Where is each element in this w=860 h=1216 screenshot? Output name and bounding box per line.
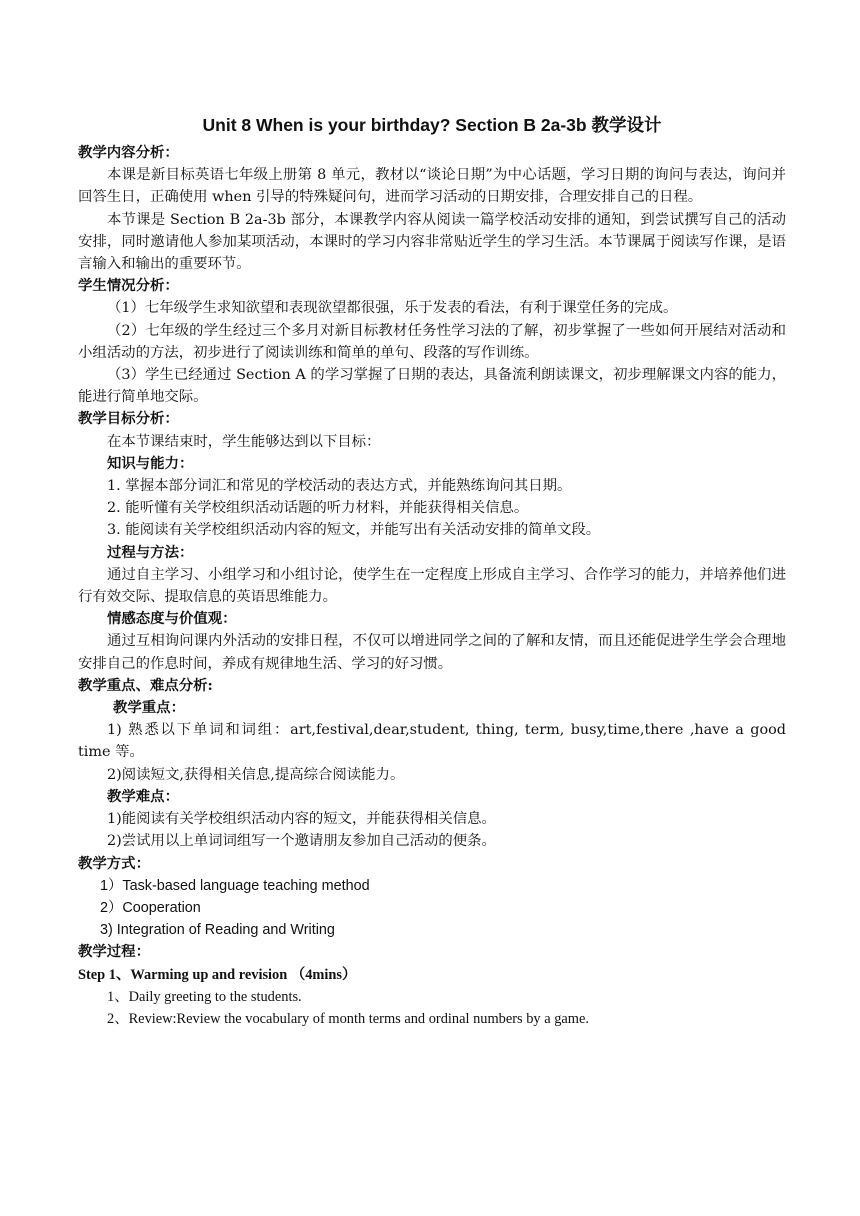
list-item: 1) 熟悉以下单词和词组：art,festival,dear,student, thing, term, busy,time,there ,have a good time 等。: [78, 722, 786, 761]
paragraph: 本课是新目标英语七年级上册第 8 单元，教材以“谈论日期”为中心话题，学习日期的询问与表达，询问并回答生日，正确使用 when 引导的特殊疑问句，进而学习活动的日期安排，合理安排自己的日程。: [78, 167, 786, 206]
document-title: Unit 8 When is your birthday? Section B 2a-3b 教学设计: [202, 115, 662, 135]
paragraph: 通过互相询问课内外活动的安排日程，不仅可以增进同学之间的了解和友情，而且还能促进学生学会合理地安排自己的作息时间，养成有规律地生活、学习的好习惯。: [78, 633, 786, 672]
section-heading-key-points: 教学重点、难点分析:: [78, 676, 213, 694]
list-item: 1、Daily greeting to the students.: [107, 988, 302, 1005]
subheading-emotion: 情感态度与价值观：: [107, 610, 237, 628]
list-item: 1)能阅读有关学校组织活动内容的短文，并能获得相关信息。: [107, 811, 496, 828]
list-item: 2)尝试用以上单词词组写一个邀请朋友参加自己活动的便条。: [107, 833, 496, 850]
list-item: 1）Task-based language teaching method: [100, 877, 370, 894]
list-item: 2. 能听懂有关学校组织活动话题的听力材料，并能获得相关信息。: [107, 500, 529, 517]
list-item: （3）学生已经通过 Section A 的学习掌握了日期的表达，具备流利朗读课文，初步理解课文内容的能力，能进行简单地交际。: [78, 367, 786, 406]
section-heading-student-analysis: 学生情况分析：: [78, 277, 179, 295]
list-item: 2）Cooperation: [100, 899, 201, 916]
subheading-focus: 教学重点：: [113, 699, 185, 717]
subheading-knowledge: 知识与能力：: [107, 454, 194, 472]
list-item: 1. 掌握本部分词汇和常见的学校活动的表达方式，并能熟练询问其日期。: [107, 478, 572, 495]
list-item: （1）七年级学生求知欲望和表现欲望都很强，乐于发表的看法，有利于课堂任务的完成。: [107, 300, 678, 317]
subheading-difficulty: 教学难点：: [107, 787, 179, 805]
document-page: [78, 112, 786, 1030]
paragraph: 通过自主学习、小组学习和小组讨论，使学生在一定程度上形成自主学习、合作学习的能力，并培养他们进行有效交际、提取信息的英语思维能力。: [78, 566, 786, 606]
subheading-process: 过程与方法：: [107, 543, 194, 561]
section-heading-methods: 教学方式：: [78, 854, 150, 872]
list-item: 3) Integration of Reading and Writing: [100, 922, 335, 939]
section-heading-process: 教学过程：: [78, 943, 150, 961]
list-item: 2)阅读短文,获得相关信息,提高综合阅读能力。: [107, 766, 405, 783]
step-heading: Step 1、Warming up and revision （4mins）: [78, 966, 357, 983]
section-heading-content-analysis: 教学内容分析：: [78, 144, 179, 161]
paragraph: 本节课是 Section B 2a-3b 部分，本课教学内容从阅读一篇学校活动安排的通知，到尝试撰写自己的活动安排，同时邀请他人参加某项活动，本课时的学习内容非常贴近学生的学习生活。本节课属于阅读写作课，是语言输入和输出的重要环节。: [78, 211, 786, 273]
paragraph: 在本节课结束时，学生能够达到以下目标：: [107, 433, 381, 450]
list-item: （2）七年级的学生经过三个多月对新目标教材任务性学习法的了解，初步掌握了一些如何开展结对活动和小组活动的方法，初步进行了阅读训练和简单的单句、段落的写作训练。: [78, 322, 786, 361]
list-item: 2、Review:Review the vocabulary of month terms and ordinal numbers by a game.: [107, 1010, 589, 1027]
list-item: 3. 能阅读有关学校组织活动内容的短文，并能写出有关活动安排的简单文段。: [107, 522, 601, 539]
section-heading-goals: 教学目标分析：: [78, 410, 179, 428]
